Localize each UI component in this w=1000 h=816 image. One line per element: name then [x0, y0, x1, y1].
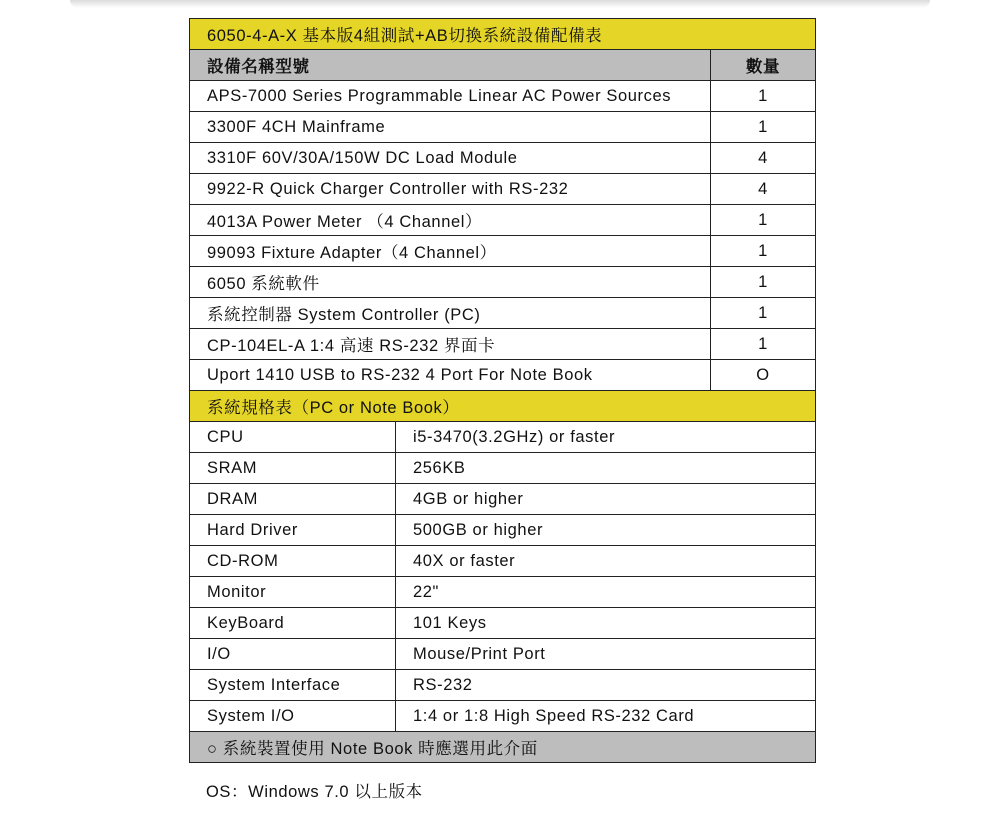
equipment-row	[190, 204, 815, 235]
spec-label: CPU	[190, 422, 396, 452]
spec-label: Monitor	[190, 577, 396, 607]
equipment-row	[190, 359, 815, 390]
equipment-qty: 1	[758, 303, 768, 322]
spec-value: 256KB	[413, 458, 466, 477]
equipment-name: 99093 Fixture Adapter（4 Channel）	[190, 236, 711, 266]
spec-value: 4GB or higher	[413, 489, 524, 508]
spec-header: 系統規格表（PC or Note Book）	[207, 399, 460, 417]
equipment-qty: 1	[758, 117, 768, 136]
equipment-row	[190, 80, 815, 111]
spec-label: KeyBoard	[190, 608, 396, 638]
equipment-name: Uport 1410 USB to RS-232 4 Port For Note Book	[190, 360, 711, 390]
equipment-name: 3300F 4CH Mainframe	[190, 112, 711, 142]
spec-value: 500GB or higher	[413, 520, 544, 539]
equipment-qty: 1	[758, 334, 768, 353]
equipment-qty: O	[756, 365, 770, 384]
spec-label: System I/O	[190, 701, 396, 731]
os-requirement: OS：Windows 7.0 以上版本	[206, 783, 423, 801]
spec-value: 40X or faster	[413, 551, 516, 570]
equipment-name-header: 設備名稱型號	[190, 50, 711, 80]
equipment-name: 4013A Power Meter （4 Channel）	[190, 205, 711, 235]
spec-row	[190, 607, 815, 638]
spec-label: CD-ROM	[190, 546, 396, 576]
equipment-qty-header: 數量	[745, 58, 781, 76]
spec-header-row	[190, 390, 815, 421]
spec-footnote: ○ 系統裝置使用 Note Book 時應選用此介面	[207, 740, 538, 758]
equipment-header-row	[190, 49, 815, 80]
spec-row	[190, 452, 815, 483]
equipment-row	[190, 328, 815, 359]
equipment-name: APS-7000 Series Programmable Linear AC Power Sources	[190, 81, 711, 111]
equipment-row	[190, 111, 815, 142]
spec-label: DRAM	[190, 484, 396, 514]
page-top-shadow	[70, 0, 930, 8]
equipment-row	[190, 142, 815, 173]
spec-row	[190, 421, 815, 452]
spec-row	[190, 514, 815, 545]
equipment-name: 9922-R Quick Charger Controller with RS-232	[190, 174, 711, 204]
spec-row	[190, 545, 815, 576]
spec-value: 1:4 or 1:8 High Speed RS-232 Card	[413, 706, 695, 725]
equipment-qty: 4	[758, 179, 768, 198]
equipment-row	[190, 266, 815, 297]
equipment-spec-sheet	[189, 18, 816, 763]
spec-row	[190, 638, 815, 669]
spec-value: RS-232	[413, 675, 473, 694]
title-row	[190, 18, 815, 49]
spec-label: Hard Driver	[190, 515, 396, 545]
spec-label: I/O	[190, 639, 396, 669]
equipment-qty: 1	[758, 272, 768, 291]
equipment-row	[190, 297, 815, 328]
equipment-row	[190, 235, 815, 266]
spec-row	[190, 669, 815, 700]
spec-row	[190, 576, 815, 607]
spec-footnote-row	[190, 731, 815, 762]
spec-value: 22"	[413, 582, 440, 601]
spec-row	[190, 700, 815, 731]
spec-label: SRAM	[190, 453, 396, 483]
spec-row	[190, 483, 815, 514]
spec-value: 101 Keys	[413, 613, 487, 632]
sheet-title: 6050-4-A-X 基本版4組測試+AB切換系統設備配備表	[207, 27, 603, 45]
equipment-name: 3310F 60V/30A/150W DC Load Module	[190, 143, 711, 173]
equipment-qty: 1	[758, 241, 768, 260]
equipment-name: CP-104EL-A 1:4 高速 RS-232 界面卡	[190, 329, 711, 359]
equipment-row	[190, 173, 815, 204]
equipment-name: 6050 系統軟件	[190, 267, 711, 297]
equipment-name: 系統控制器 System Controller (PC)	[190, 298, 711, 328]
spec-value: i5-3470(3.2GHz) or faster	[413, 427, 616, 446]
equipment-qty: 4	[758, 148, 768, 167]
spec-value: Mouse/Print Port	[413, 644, 546, 663]
equipment-qty: 1	[758, 210, 768, 229]
equipment-qty: 1	[758, 86, 768, 105]
spec-label: System Interface	[190, 670, 396, 700]
